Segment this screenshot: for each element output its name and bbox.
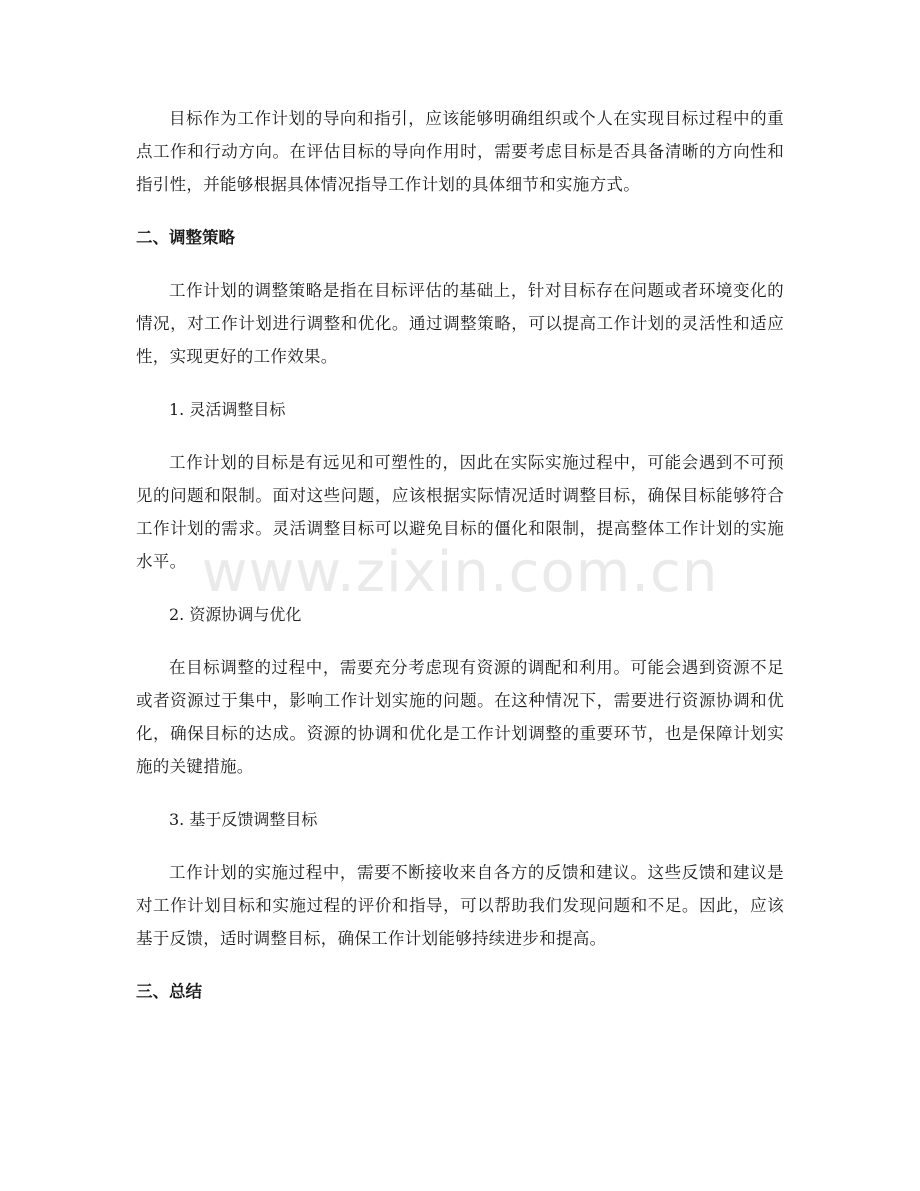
intro-paragraph: 目标作为工作计划的导向和指引，应该能够明确组织或个人在实现目标过程中的重点工作和行动方向。在评估目标的导向作用时，需要考虑目标是否具备清晰的方向性和指引性，并能够根据具体情况指导工作计划的具体细节和实施方式。 xyxy=(136,109,784,194)
subheading-resource-coordination: 2. 资源协调与优化 xyxy=(169,605,302,624)
paragraph-flexible-goals: 工作计划的目标是有远见和可塑性的，因此在实际实施过程中，可能会遇到不可预见的问题和限制。面对这些问题，应该根据实际情况适时调整目标，确保目标能够符合工作计划的需求。灵活调整目标可以避免目标的僵化和限制，提高整体工作计划的实施水平。 xyxy=(136,453,784,571)
paragraph-resource-coordination: 在目标调整的过程中，需要充分考虑现有资源的调配和利用。可能会遇到资源不足或者资源过于集中，影响工作计划实施的问题。在这种情况下，需要进行资源协调和优化，确保目标的达成。资源的协调和优化是工作计划调整的重要环节，也是保障计划实施的关键措施。 xyxy=(136,658,784,776)
section-heading-summary: 三、总结 xyxy=(136,982,202,1001)
section-heading-adjustment-strategy: 二、调整策略 xyxy=(136,228,235,247)
section-paragraph-adjustment-strategy: 工作计划的调整策略是指在目标评估的基础上，针对目标存在问题或者环境变化的情况，对工作计划进行调整和优化。通过调整策略，可以提高工作计划的灵活性和适应性，实现更好的工作效果。 xyxy=(136,281,784,366)
paragraph-feedback-adjustment: 工作计划的实施过程中，需要不断接收来自各方的反馈和建议。这些反馈和建议是对工作计划目标和实施过程的评价和指导，可以帮助我们发现问题和不足。因此，应该基于反馈，适时调整目标，确保工作计划能够持续进步和提高。 xyxy=(136,863,784,948)
document-page xyxy=(136,102,784,1028)
watermark: www.zixin.com.cn xyxy=(201,540,719,605)
subheading-flexible-goals: 1. 灵活调整目标 xyxy=(169,400,286,419)
subheading-feedback-adjustment: 3. 基于反馈调整目标 xyxy=(169,810,318,829)
